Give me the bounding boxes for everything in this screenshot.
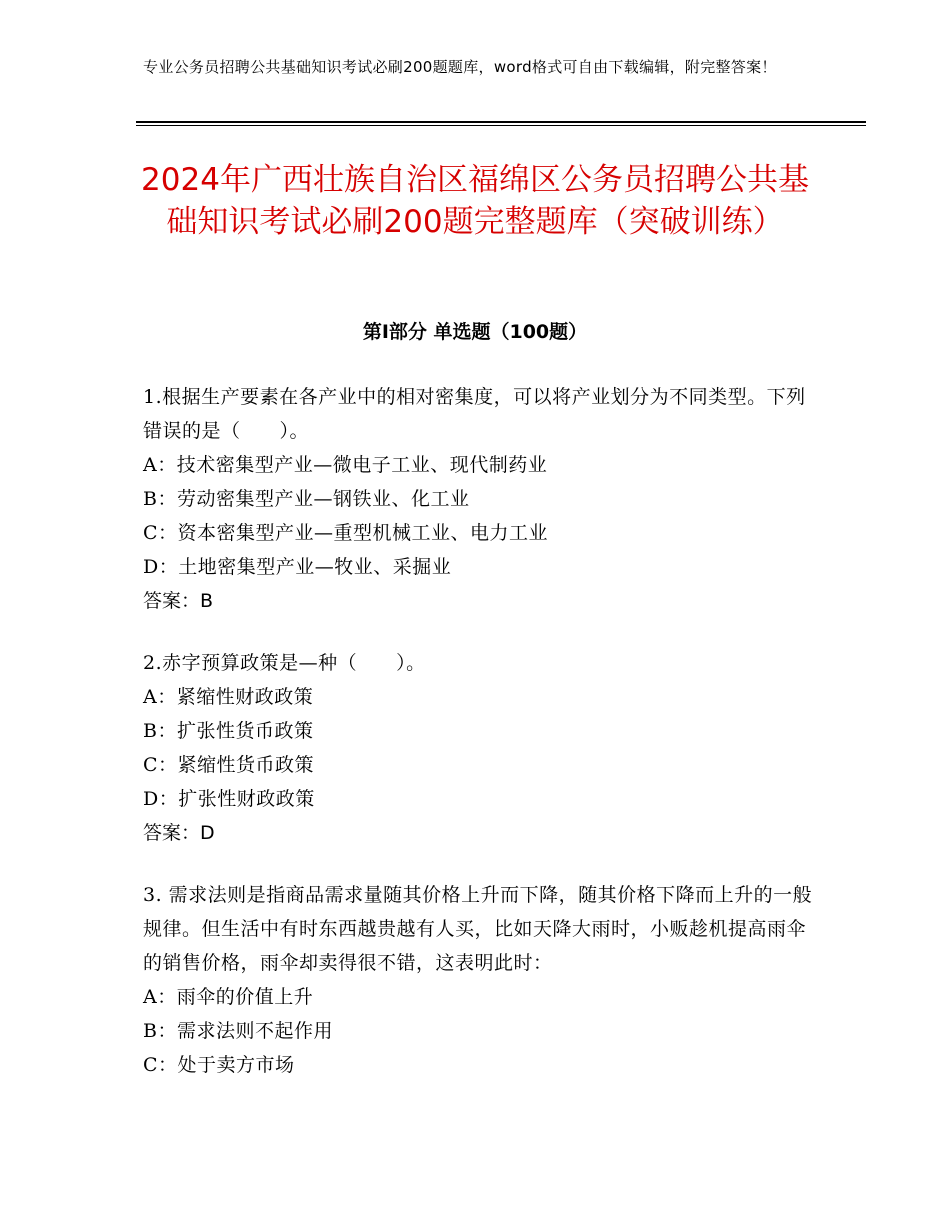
option-a: A：紧缩性财政政策 <box>143 686 314 708</box>
option-d: D：扩张性财政政策 <box>143 788 315 810</box>
option-b: B：劳动密集型产业—钢铁业、化工业 <box>143 488 470 510</box>
option-c: C：处于卖方市场 <box>143 1054 295 1076</box>
question-stem: 3. 需求法则是指商品需求量随其价格上升而下降，随其价格下降而上升的一般规律。但生活中有时东西越贵越有人买，比如天降大雨时，小贩趁机提高雨伞的销售价格，雨伞却卖得很不错，这表明此时： <box>143 884 813 974</box>
document-title: 2024年广西壮族自治区福绵区公务员招聘公共基础知识考试必刷200题完整题库（突破训练） <box>141 162 809 240</box>
question-stem: 2.赤字预算政策是—种（ ）。 <box>143 652 426 674</box>
section-heading: 第Ⅰ部分 单选题（100题） <box>362 321 588 343</box>
option-d: D：土地密集型产业—牧业、采掘业 <box>143 556 452 578</box>
option-b: B：扩张性货币政策 <box>143 720 314 742</box>
question-stem: 1.根据生产要素在各产业中的相对密集度，可以将产业划分为不同类型。下列错误的是（ ）。 <box>143 386 806 442</box>
option-c: C：紧缩性货币政策 <box>143 754 315 776</box>
option-b: B：需求法则不起作用 <box>143 1020 333 1042</box>
header-rule-thin <box>136 125 866 126</box>
question-3 <box>143 878 813 1082</box>
option-a: A：雨伞的价值上升 <box>143 986 314 1008</box>
answer-line: 答案：D <box>143 822 215 844</box>
answer-line: 答案：B <box>143 590 214 612</box>
header-note: 专业公务员招聘公共基础知识考试必刷200题题库，word格式可自由下载编辑，附完整答案！ <box>143 58 777 76</box>
option-c: C：资本密集型产业—重型机械工业、电力工业 <box>143 522 549 544</box>
question-list <box>143 380 813 1110</box>
question-1 <box>143 380 813 618</box>
header-rule-thick <box>136 121 866 123</box>
option-a: A：技术密集型产业—微电子工业、现代制药业 <box>143 454 548 476</box>
question-2 <box>143 646 813 850</box>
